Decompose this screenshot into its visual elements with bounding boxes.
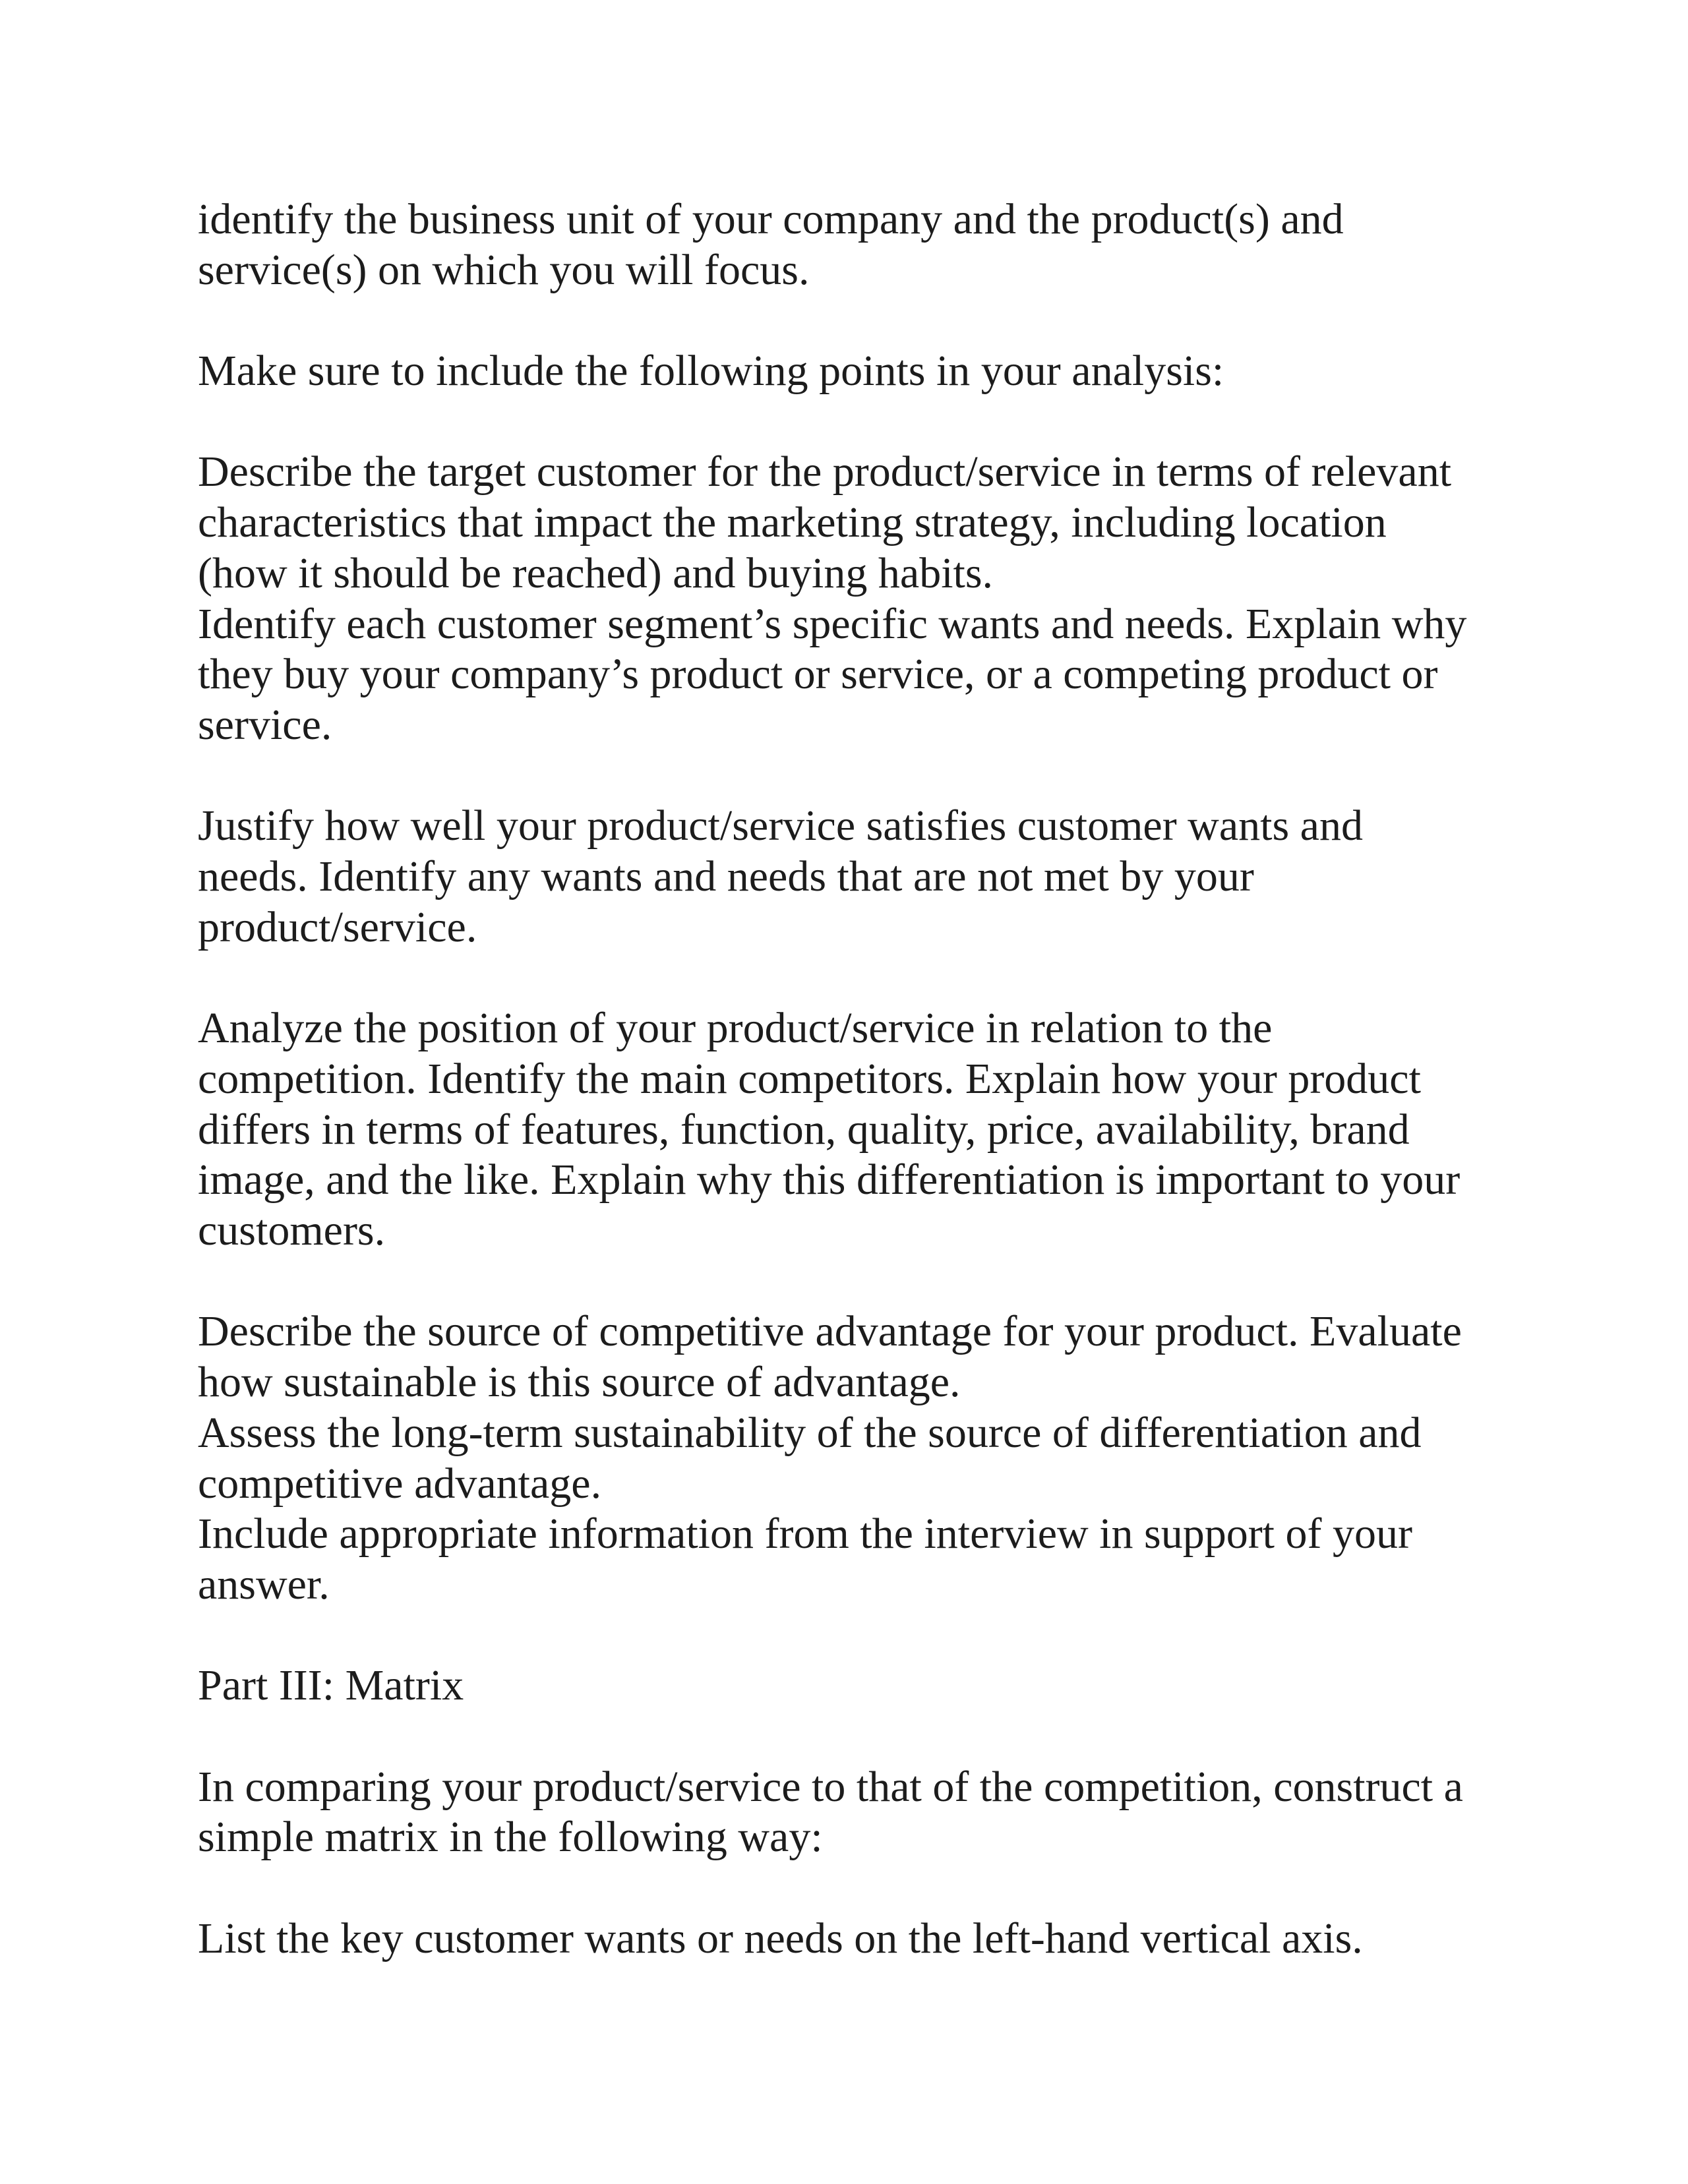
text-line: competition. Identify the main competitors. Explain how your product — [198, 1054, 1421, 1103]
text-line: Describe the source of competitive advantage for your product. Evaluate — [198, 1307, 1462, 1356]
text-line: identify the business unit of your company and the product(s) and — [198, 195, 1344, 243]
text-line: Part III: Matrix — [198, 1661, 464, 1710]
paragraph-justify — [198, 801, 1517, 953]
text-line: they buy your company’s product or service, or a competing product or — [198, 650, 1438, 699]
text-line: Assess the long-term sustainability of the source of differentiation and — [198, 1408, 1422, 1457]
text-line: Justify how well your product/service satisfies customer wants and — [198, 802, 1363, 850]
paragraph-matrix-intro — [198, 1762, 1517, 1863]
text-line: differs in terms of features, function, quality, price, availability, brand — [198, 1105, 1410, 1154]
text-line: characteristics that impact the marketing strategy, including location — [198, 498, 1387, 547]
text-line: image, and the like. Explain why this differentiation is important to your — [198, 1156, 1461, 1204]
text-line: answer. — [198, 1560, 330, 1608]
text-line: service. — [198, 701, 332, 749]
text-line: Make sure to include the following points in your analysis: — [198, 347, 1224, 396]
text-line: needs. Identify any wants and needs that are not met by your — [198, 852, 1254, 901]
text-line: simple matrix in the following way: — [198, 1813, 823, 1862]
text-line: In comparing your product/service to that of the competition, construct a — [198, 1762, 1463, 1811]
paragraph-points-heading — [198, 346, 1517, 397]
document-body — [198, 194, 1517, 2015]
section-heading-part-iii — [198, 1661, 1517, 1711]
paragraph-intro — [198, 194, 1517, 295]
text-line: customers. — [198, 1206, 386, 1254]
paragraph-target-customer — [198, 447, 1517, 750]
text-line: Describe the target customer for the product/service in terms of relevant — [198, 448, 1452, 496]
paragraph-position — [198, 1003, 1517, 1256]
text-line: product/service. — [198, 902, 477, 951]
text-line: List the key customer wants or needs on the left-hand vertical axis. — [198, 1914, 1363, 1963]
text-line: (how it should be reached) and buying habits. — [198, 548, 994, 597]
text-line: Include appropriate information from the interview in support of your — [198, 1510, 1412, 1558]
text-line: Identify each customer segment’s specific wants and needs. Explain why — [198, 599, 1467, 648]
text-line: service(s) on which you will focus. — [198, 245, 810, 294]
text-line: competitive advantage. — [198, 1459, 602, 1508]
text-line: how sustainable is this source of advantage. — [198, 1358, 961, 1407]
paragraph-matrix-axis — [198, 1914, 1517, 1964]
paragraph-advantage — [198, 1307, 1517, 1610]
text-line: Analyze the position of your product/service in relation to the — [198, 1004, 1273, 1053]
